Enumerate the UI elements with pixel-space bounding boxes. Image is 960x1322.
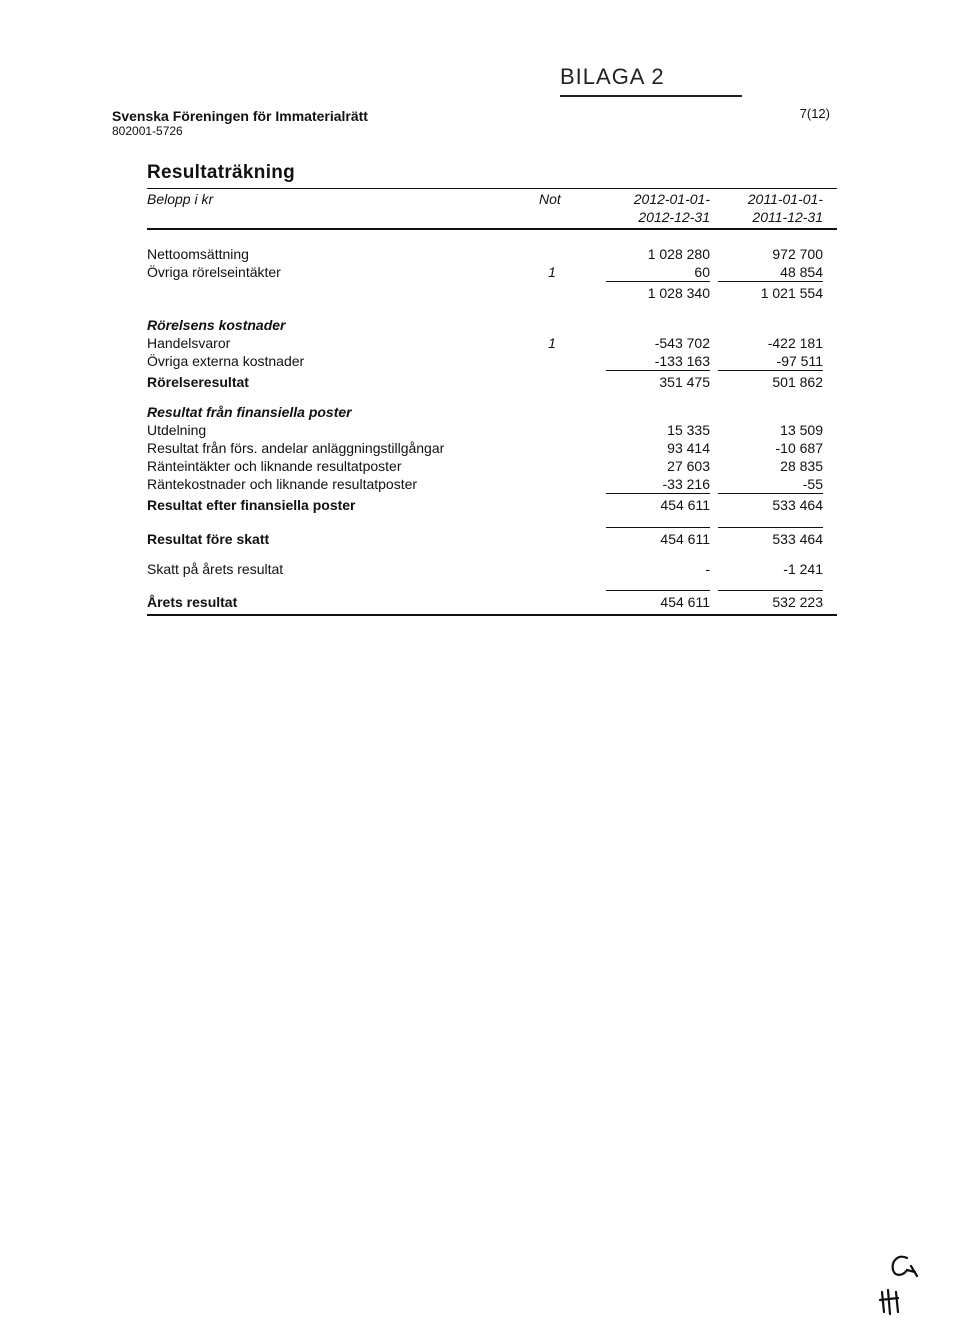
subtotal-rule-2011 (718, 370, 823, 371)
row-value-2011: 533 464 (772, 497, 823, 513)
column-label-not: Not (539, 191, 561, 207)
subtotal-rule-2012 (606, 527, 710, 528)
row-value-2011: 972 700 (772, 246, 823, 262)
row-label-utdelning: Utdelning (147, 422, 207, 438)
row-label-ovriga-rorelseintakter: Övriga rörelseintäkter (147, 264, 281, 280)
row-value-2012: 454 611 (660, 497, 710, 513)
row-label-resultat-efter-finansiella-poster: Resultat efter finansiella poster (147, 497, 356, 513)
total-rule-2011 (718, 590, 823, 591)
subtotal-value-2012: 1 028 340 (647, 285, 710, 301)
row-value-2012: 93 414 (667, 440, 710, 456)
row-label-arets-resultat: Årets resultat (147, 594, 238, 610)
row-note: 1 (548, 335, 556, 351)
row-value-2011: 48 854 (780, 264, 823, 280)
row-value-2012: 60 (694, 264, 710, 280)
row-value-2012: -133 163 (654, 353, 710, 369)
subtotal-value-2011: 1 021 554 (760, 285, 823, 301)
header-top-rule (147, 188, 837, 189)
subtotal-rule-2011 (718, 527, 823, 528)
row-label-handelsvaror: Handelsvaror (147, 335, 231, 351)
row-label-rorelseresultat: Rörelseresultat (147, 374, 249, 390)
header-bottom-rule (147, 228, 837, 230)
row-value-2012: -33 216 (662, 476, 710, 492)
row-label-nettoomsattning: Nettoomsättning (147, 246, 249, 262)
period1-end: 2012-12-31 (638, 209, 710, 225)
total-rule-2012 (606, 590, 710, 591)
row-value-2012: 27 603 (667, 458, 710, 474)
row-value-2011: -1 241 (783, 561, 823, 577)
row-label-rantekostnader: Räntekostnader och liknande resultatposter (147, 476, 418, 492)
row-value-2012: 454 611 (660, 594, 710, 610)
row-value-2012: 454 611 (660, 531, 710, 547)
section-heading-finansiella-poster: Resultat från finansiella poster (147, 404, 352, 420)
row-value-2011: -10 687 (775, 440, 823, 456)
row-value-2011: 28 835 (780, 458, 823, 474)
row-value-2011: 533 464 (772, 531, 823, 547)
row-value-2011: -97 511 (776, 353, 823, 369)
bilaga-underline (560, 95, 742, 97)
table-bottom-rule (147, 614, 837, 616)
row-value-2012: 1 028 280 (647, 246, 710, 262)
row-value-2011: -422 181 (767, 335, 823, 351)
row-value-2011: 501 862 (772, 374, 823, 390)
handwritten-initial-1 (887, 1252, 921, 1286)
row-value-2011: 13 509 (780, 422, 823, 438)
row-value-2012: - (705, 561, 710, 577)
subtotal-rule-2012 (606, 281, 710, 282)
row-value-2011: 532 223 (772, 594, 823, 610)
column-label-belopp: Belopp i kr (147, 191, 214, 207)
subtotal-rule-2011 (718, 281, 823, 282)
row-label-resultat-fors-andelar: Resultat från förs. andelar anläggningstillgångar (147, 440, 445, 456)
period2-start: 2011-01-01- (747, 191, 823, 207)
subtotal-rule-2012 (606, 493, 710, 494)
row-label-ranteintakter: Ränteintäkter och liknande resultatposter (147, 458, 402, 474)
section-heading-rorelsens-kostnader: Rörelsens kostnader (147, 317, 286, 333)
row-label-ovriga-externa-kostnader: Övriga externa kostnader (147, 353, 305, 369)
subtotal-rule-2011 (718, 493, 823, 494)
row-value-2012: -543 702 (654, 335, 710, 351)
row-value-2012: 15 335 (667, 422, 710, 438)
period1-start: 2012-01-01- (633, 191, 710, 207)
bilaga-stamp: BILAGA 2 (560, 64, 665, 89)
organization-number: 802001-5726 (112, 124, 183, 138)
row-label-skatt-pa-arets-resultat: Skatt på årets resultat (147, 561, 284, 577)
handwritten-initial-2 (876, 1286, 906, 1322)
row-label-resultat-fore-skatt: Resultat före skatt (147, 531, 270, 547)
row-value-2011: -55 (802, 476, 823, 492)
row-value-2012: 351 475 (659, 374, 710, 390)
organization-name: Svenska Föreningen för Immaterialrätt (112, 108, 368, 124)
period2-end: 2011-12-31 (752, 209, 823, 225)
report-title: Resultaträkning (147, 162, 296, 183)
page-number: 7(12) (799, 106, 830, 121)
row-note: 1 (548, 264, 556, 280)
subtotal-rule-2012 (606, 370, 710, 371)
